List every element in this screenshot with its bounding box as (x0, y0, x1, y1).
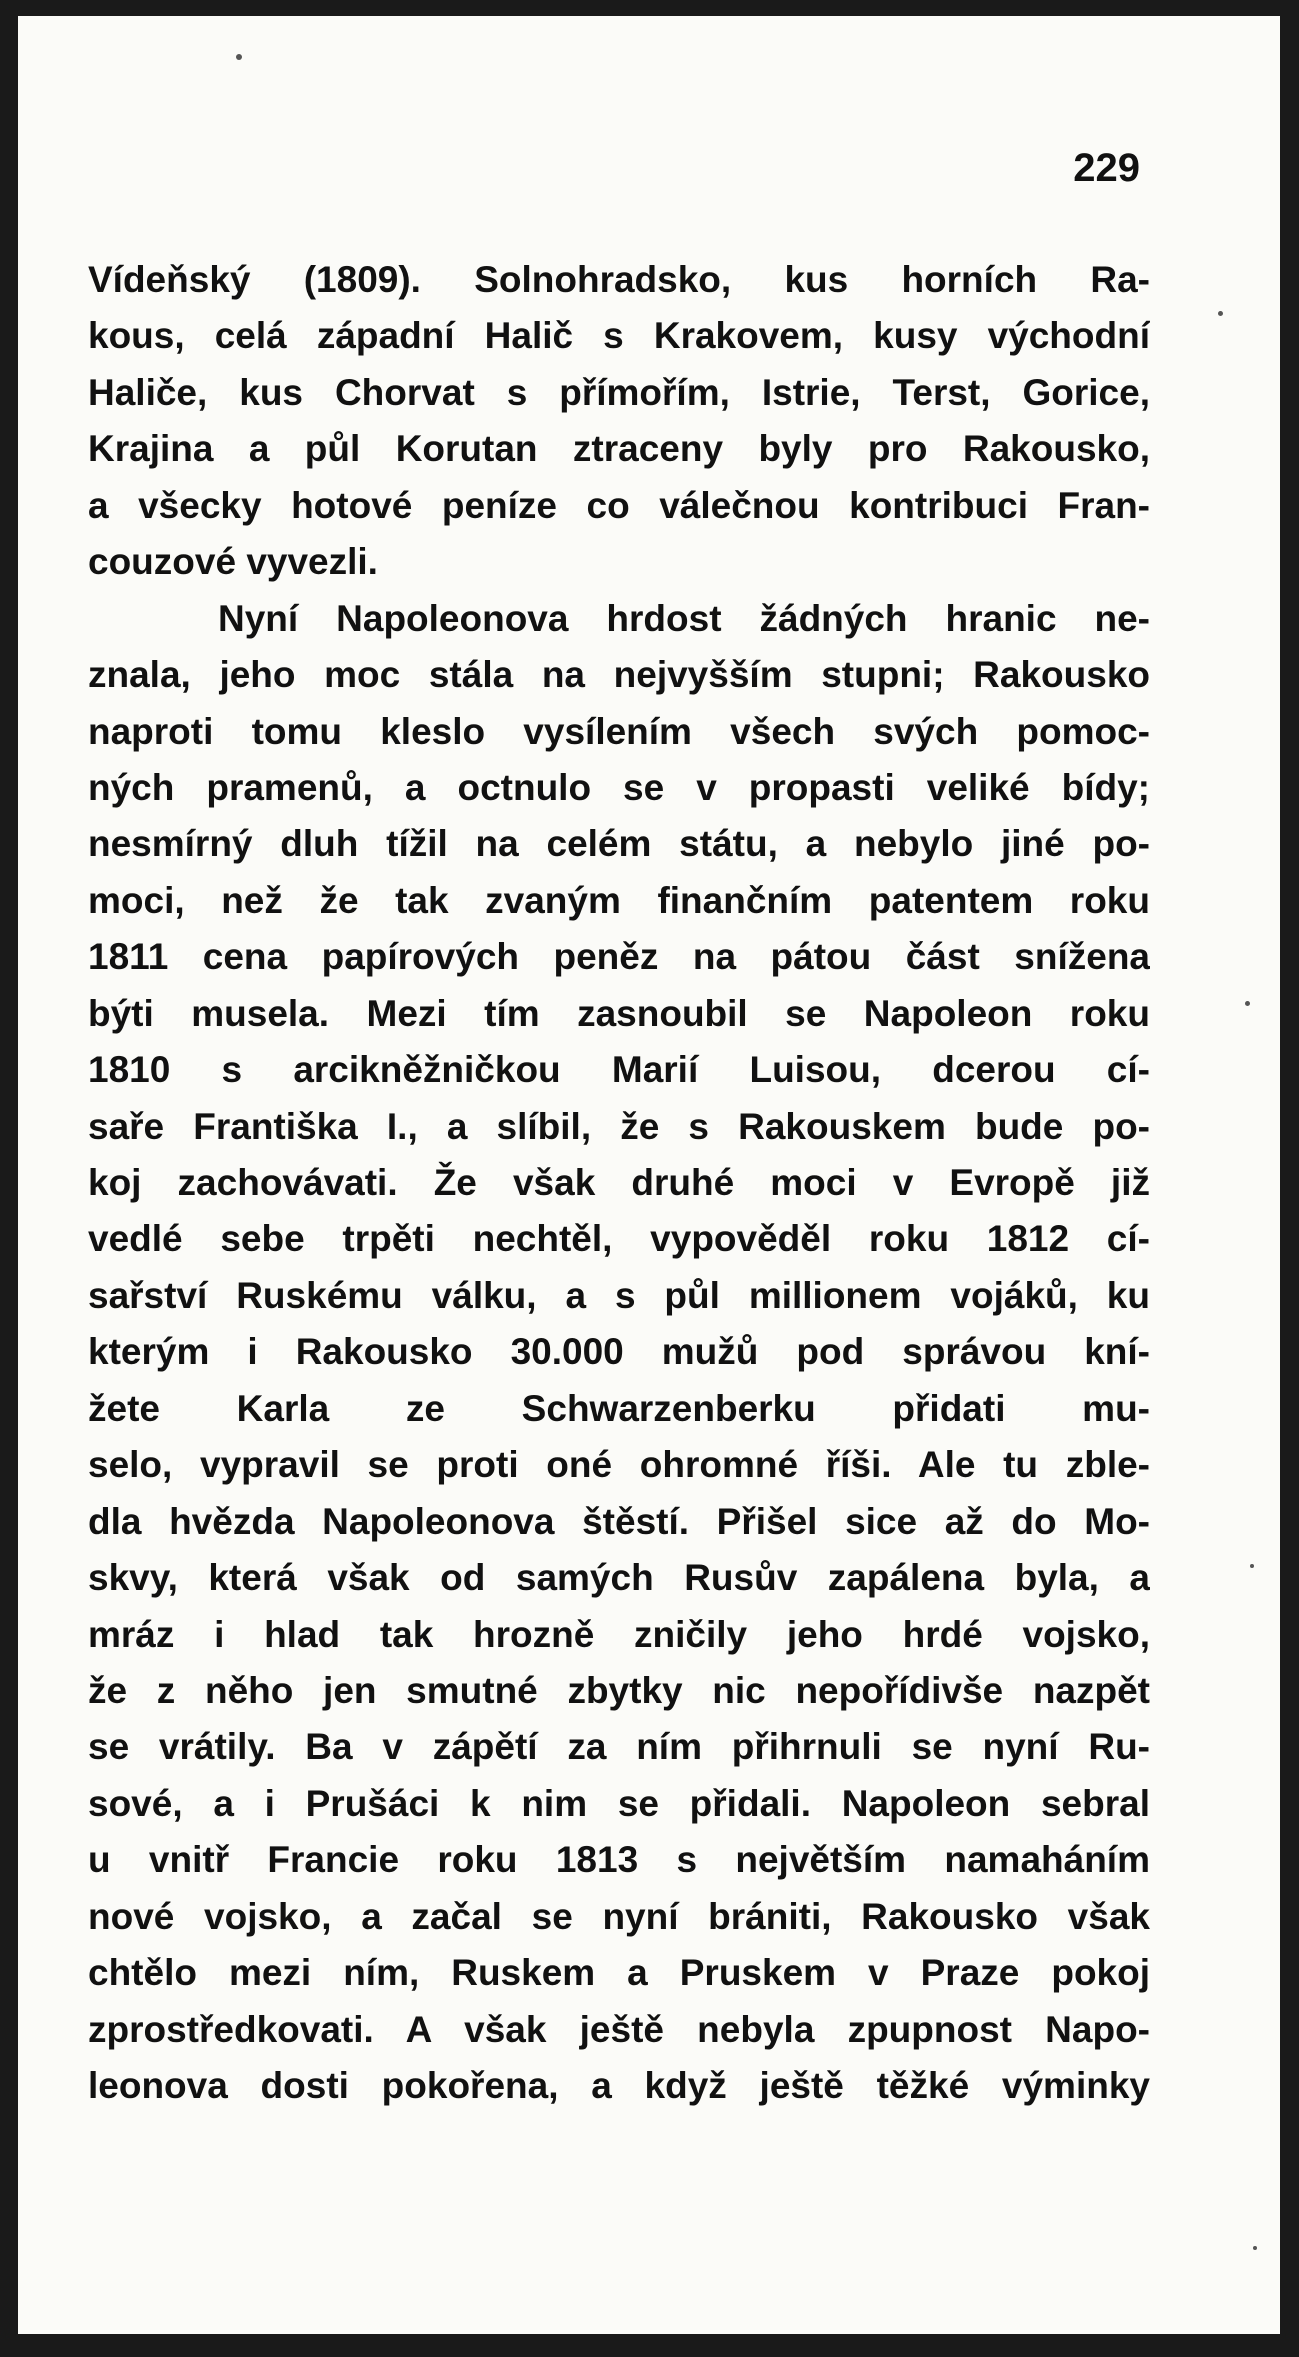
text-line: se vrátily. Ba v zápětí za ním přihrnuli se nyní Ru- (88, 1726, 1150, 1768)
paragraph-first-line: Nyní Napoleonova hrdost žádných hranic ne- (218, 597, 1150, 639)
scan-speck (1245, 1001, 1250, 1006)
text-line: Haliče, kus Chorvat s přímořím, Istrie, Terst, Gorice, (88, 371, 1150, 413)
text-line: dla hvězda Napoleonova štěstí. Přišel sice až do Mo- (88, 1500, 1150, 1542)
scan-speck (1250, 1564, 1254, 1568)
text-line: že z něho jen smutné zbytky nic nepořídivše nazpět (88, 1669, 1150, 1711)
text-line: a všecky hotové peníze co válečnou kontribuci Fran- (88, 484, 1150, 526)
text-line: znala, jeho moc stála na nejvyšším stupni; Rakousko (88, 654, 1150, 696)
text-line: couzové vyvezli. (88, 541, 378, 583)
text-line: sařství Ruskému válku, a s půl millionem vojáků, ku (88, 1274, 1150, 1316)
scan-speck (1253, 2246, 1257, 2250)
text-line: býti musela. Mezi tím zasnoubil se Napoleon roku (88, 992, 1150, 1034)
text-line: vedlé sebe trpěti nechtěl, vypověděl roku 1812 cí- (88, 1218, 1150, 1260)
text-line: chtělo mezi ním, Ruskem a Pruskem v Praze pokoj (88, 1952, 1150, 1994)
scan-speck (1218, 311, 1223, 316)
body-text (88, 252, 1150, 2114)
text-line: selo, vypravil se proti oné ohromné říši. Ale tu zble- (88, 1444, 1150, 1486)
book-page (18, 16, 1280, 2334)
text-line: ných pramenů, a octnulo se v propasti veliké bídy; (88, 766, 1150, 808)
text-line: moci, než že tak zvaným finančním patentem roku (88, 879, 1150, 921)
text-line: kterým i Rakousko 30.000 mužů pod správou kní- (88, 1331, 1150, 1373)
text-line: koj zachovávati. Že však druhé moci v Evropě již (88, 1162, 1150, 1203)
text-line: u vnitř Francie roku 1813 s největším namaháním (88, 1839, 1150, 1881)
text-line: mráz i hlad tak hrozně zničily jeho hrdé vojsko, (88, 1613, 1150, 1655)
text-line: saře Františka I., a slíbil, že s Rakouskem bude po- (88, 1105, 1150, 1147)
text-line: nové vojsko, a začal se nyní brániti, Rakousko však (88, 1895, 1150, 1937)
text-line: nesmírný dluh tížil na celém státu, a nebylo jiné po- (88, 823, 1150, 865)
text-line: Vídeňský (1809). Solnohradsko, kus horních Ra- (88, 259, 1150, 300)
text-line: naproti tomu kleslo vysílením všech svých pomoc- (88, 710, 1150, 752)
text-line: žete Karla ze Schwarzenberku přidati mu- (88, 1387, 1150, 1429)
text-line: leonova dosti pokořena, a když ještě těžké výminky (88, 2065, 1150, 2106)
page-number: 229 (1073, 146, 1140, 190)
text-line: 1811 cena papírových peněz na pátou část snížena (88, 936, 1150, 978)
scan-speck (236, 54, 242, 60)
text-line: kous, celá západní Halič s Krakovem, kusy východní (88, 315, 1150, 357)
text-line: sové, a i Prušáci k nim se přidali. Napoleon sebral (88, 1782, 1150, 1824)
text-line: 1810 s arcikněžničkou Marií Luisou, dcerou cí- (88, 1049, 1150, 1091)
text-line: skvy, která však od samých Rusův zapálena byla, a (88, 1557, 1150, 1599)
text-line: Krajina a půl Korutan ztraceny byly pro Rakousko, (88, 428, 1150, 470)
text-line: zprostředkovati. A však ještě nebyla zpupnost Napo- (88, 2008, 1150, 2050)
